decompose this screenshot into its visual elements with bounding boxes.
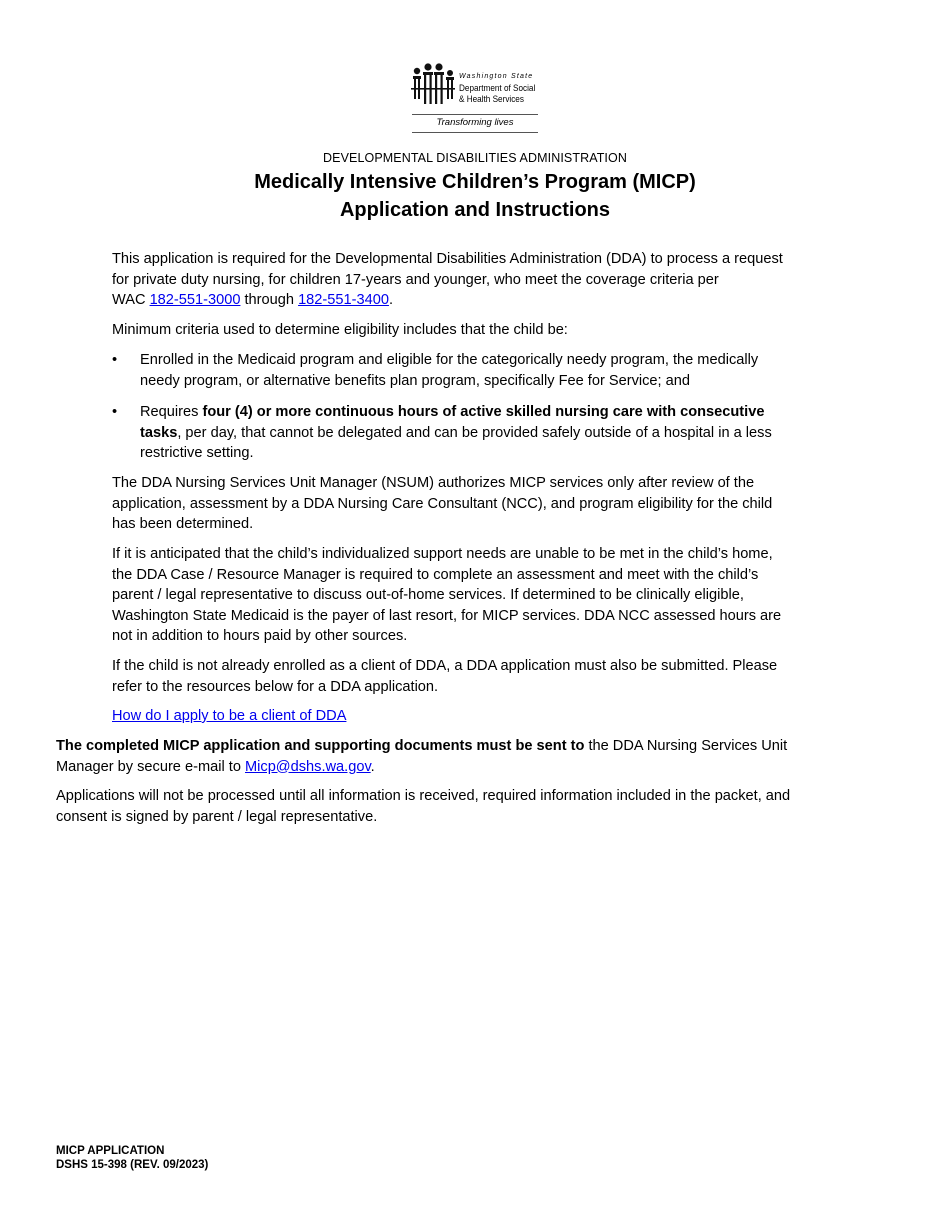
nsum-paragraph: The DDA Nursing Services Unit Manager (NSUM) authorizes MICP services only after review of the application, assessment by a DDA Nursing Care Consultant (NCC), and program eligibility for the child has been determined. [112,475,773,532]
page-title: Medically Intensive Children’s Program (MICP) [254,171,696,193]
apply-link-line [112,706,837,727]
micp-email-link[interactable]: Micp@dshs.wa.gov [245,758,371,775]
anticipated-paragraph: If it is anticipated that the child’s individualized support needs are unable to be met in the child’s home, the DDA Case / Resource Manager is required to complete an assessment and meet with the child’s parent / legal representative to discuss out-of-home services. If determined to be clinically eligible, Washington State Medicaid is the payer of last resort, for MICP services. DDA NCC assessed hours are not in addition to hours paid by other sources. [112,546,782,644]
bullet-medicaid: Enrolled in the Medicaid program and eligible for the categorically needy program, the medically needy program, or alternative benefits plan program, specifically Fee for Service; and [140,352,759,389]
family-figures-icon [410,62,456,108]
apply-dda-client-link[interactable]: How do I apply to be a client of DDA [112,708,347,724]
bullet-marker: • [112,404,118,420]
intro-paragraph: This application is required for the Developmental Disabilities Administration (DDA) to process a request for private duty nursing, for children 17-years and younger, who meet the coverage criteria per WAC 182-551-3000 through 182-551-3400. [112,251,783,308]
logo-tagline: Transforming lives [436,117,514,128]
logo-divider [412,114,538,115]
send-paragraph: The completed MICP application and supporting documents must be sent to the DDA Nursing Services Unit Manager by secure e-mail to Micp@dshs.wa.gov. [56,738,788,775]
bullet-marker: • [112,352,118,368]
page-subtitle: Application and Instructions [339,199,610,221]
logo-state: Washington State [459,73,534,80]
agency-name: DEVELOPMENTAL DISABILITIES ADMINISTRATION [323,151,627,165]
form-footer: MICP APPLICATION DSHS 15-398 (REV. 09/2023) [56,1145,209,1171]
processing-paragraph: Applications will not be processed until all information is received, required information included in the packet, and consent is signed by parent / legal representative. [56,788,791,825]
dshs-logo [410,62,540,134]
wac-3000-link[interactable]: 182-551-3000 [149,292,241,308]
bullet-nursing-hours: Requires four (4) or more continuous hours of active skilled nursing care with consecutive tasks, per day, that cannot be delegated and can be provided safely outside of a hospital in a less restrictive setting. [140,404,772,461]
not-enrolled-paragraph: If the child is not already enrolled as a client of DDA, a DDA application must also be submitted. Please refer to the resources below for a DDA application. [112,658,778,695]
logo-department: Department of Social & Health Services [459,83,536,105]
criteria-intro: Minimum criteria used to determine eligibility includes that the child be: [112,322,568,338]
logo-divider [412,132,538,133]
wac-3400-link[interactable]: 182-551-3400 [298,292,389,308]
